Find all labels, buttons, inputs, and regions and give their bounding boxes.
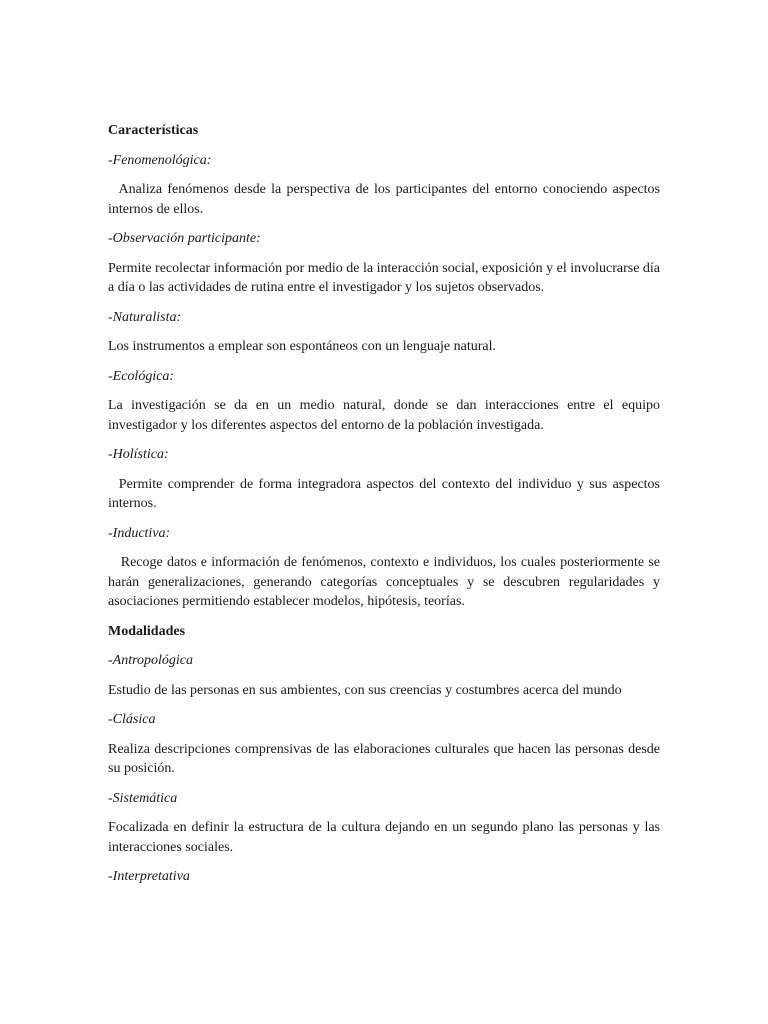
item-label: -Naturalista: (108, 309, 182, 325)
item-text: Analiza fenómenos desde la perspectiva de los participantes del entorno conociendo aspectos internos de ellos. (108, 182, 664, 217)
document-page (108, 121, 664, 897)
item-label: -Interpretativa (108, 869, 190, 884)
item-label: -Antropológica (108, 653, 194, 668)
item-label: -Observación participante: (108, 231, 261, 246)
section-title-modalidades: Modalidades (108, 623, 186, 639)
item-text: Estudio de las personas en sus ambientes, con sus creencias y costumbres acerca del mundo (108, 682, 622, 698)
item-text: Focalizada en definir la estructura de la cultura dejando en un segundo plano las personas y las interacciones sociales. (108, 820, 660, 855)
item-text: Realiza descripciones comprensivas de las elaboraciones culturales que hacen las personas desde su posición. (108, 741, 660, 776)
item-text: La investigación se da en un medio natural, donde se dan interacciones entre el equipo investigador y los diferentes aspectos del entorno de la población investigada. (108, 398, 660, 433)
item-text: Recoge datos e información de fenómenos, contexto e individuos, los cuales posteriormente se harán generalizaciones, generando categorías conceptuales y se descubren regularidades y asociaciones permitiendo establecer modelos, hipótesis, teorías. (108, 555, 664, 609)
item-label: -Sistemática (108, 790, 178, 806)
item-label: -Ecológica: (108, 368, 175, 384)
item-label: -Clásica (108, 712, 156, 727)
item-label: -Holística: (108, 447, 169, 462)
item-text: Permite comprender de forma integradora aspectos del contexto del individuo y sus aspectos internos. (108, 476, 664, 511)
item-text: Los instrumentos a emplear son espontáneos con un lenguaje natural. (108, 339, 497, 354)
item-text: Permite recolectar información por medio de la interacción social, exposición y el involucrarse día a día o las actividades de rutina entre el investigador y los sujetos observados. (108, 260, 661, 295)
item-label: -Inductiva: (108, 525, 171, 541)
item-label: -Fenomenológica: (108, 152, 212, 168)
section-title-caracteristicas: Características (108, 123, 199, 138)
